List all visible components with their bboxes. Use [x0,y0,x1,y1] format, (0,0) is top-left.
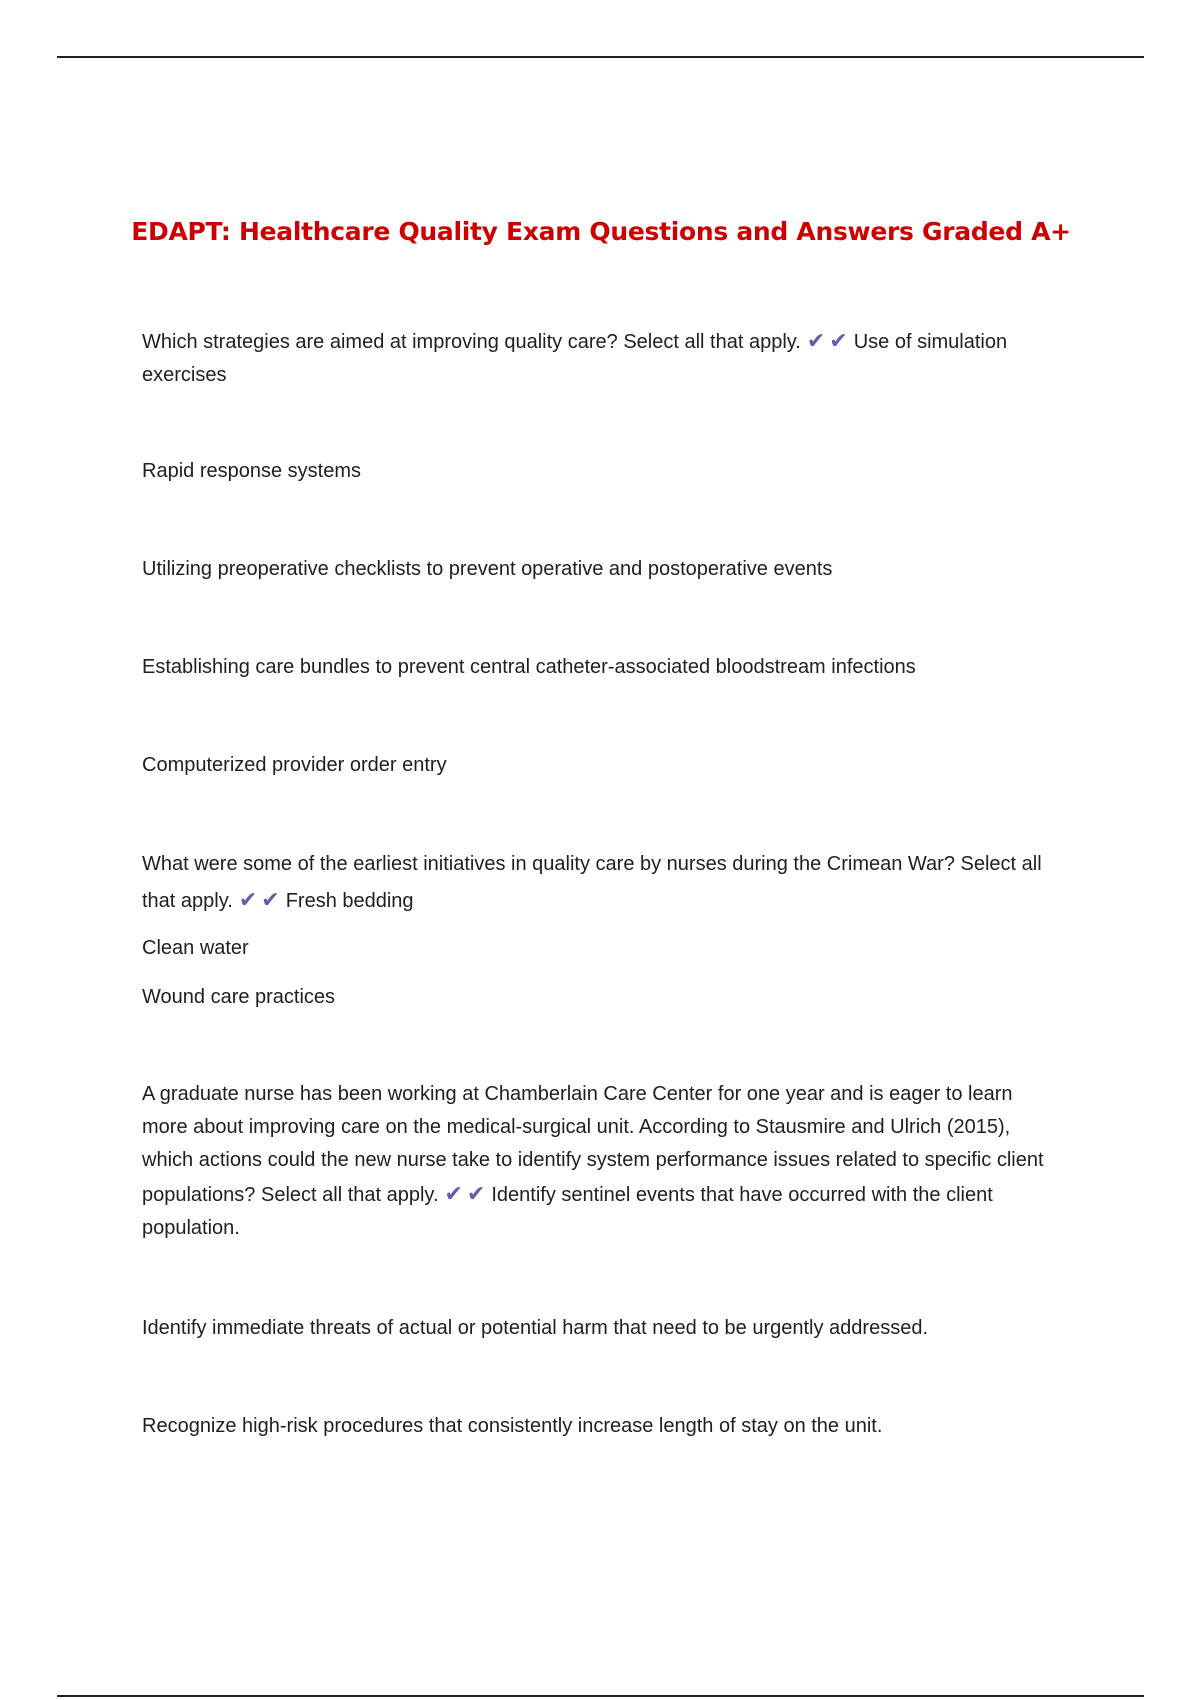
question-3-text: A graduate nurse has been working at Chamberlain Care Center for one year and is eager to learn more about improving care on the medical-surgical unit. According to Stausmire and Ulrich (2015), which actions could the new nurse take to identify system performance issues related to specific client populations? Select all that apply. [142,1083,1044,1206]
question-3 [142,1078,1047,1245]
question-1-text: Which strategies are aimed at improving quality care? Select all that apply. [142,331,801,353]
question-1-answer-3: Utilizing preoperative checklists to prevent operative and postoperative events [142,558,833,580]
question-2-answer-3: Wound care practices [142,986,336,1008]
question-3-answer-3: Recognize high-risk procedures that consistently increase length of stay on the unit. [142,1415,883,1437]
question-2 [142,846,1047,919]
question-3-answer-lead: Identify sentinel events that have occurred with the client population. [142,1184,993,1239]
question-1 [142,324,1047,392]
question-1-answer-lead: Use of simulation exercises [142,331,1008,386]
question-1-answer-5: Computerized provider order entry [142,754,447,776]
top-rule [57,56,1144,58]
question-2-answer-lead: Fresh bedding [285,890,414,912]
question-1-answer-4: Establishing care bundles to prevent central catheter-associated bloodstream infections [142,656,916,678]
question-1-answer-2: Rapid response systems [142,460,361,482]
check-icon: ✔✔ [806,328,852,353]
check-icon: ✔✔ [444,1181,490,1206]
question-2-answer-2: Clean water [142,937,249,959]
bottom-rule [57,1695,1144,1697]
question-2-text: What were some of the earliest initiatives in quality care by nurses during the Crimean War? Select all that apply. [142,853,1042,912]
check-icon: ✔✔ [238,887,284,912]
question-3-answer-2: Identify immediate threats of actual or potential harm that need to be urgently addressed. [142,1317,929,1339]
document-title: EDAPT: Healthcare Quality Exam Questions and Answers Graded A+ [131,217,1071,246]
